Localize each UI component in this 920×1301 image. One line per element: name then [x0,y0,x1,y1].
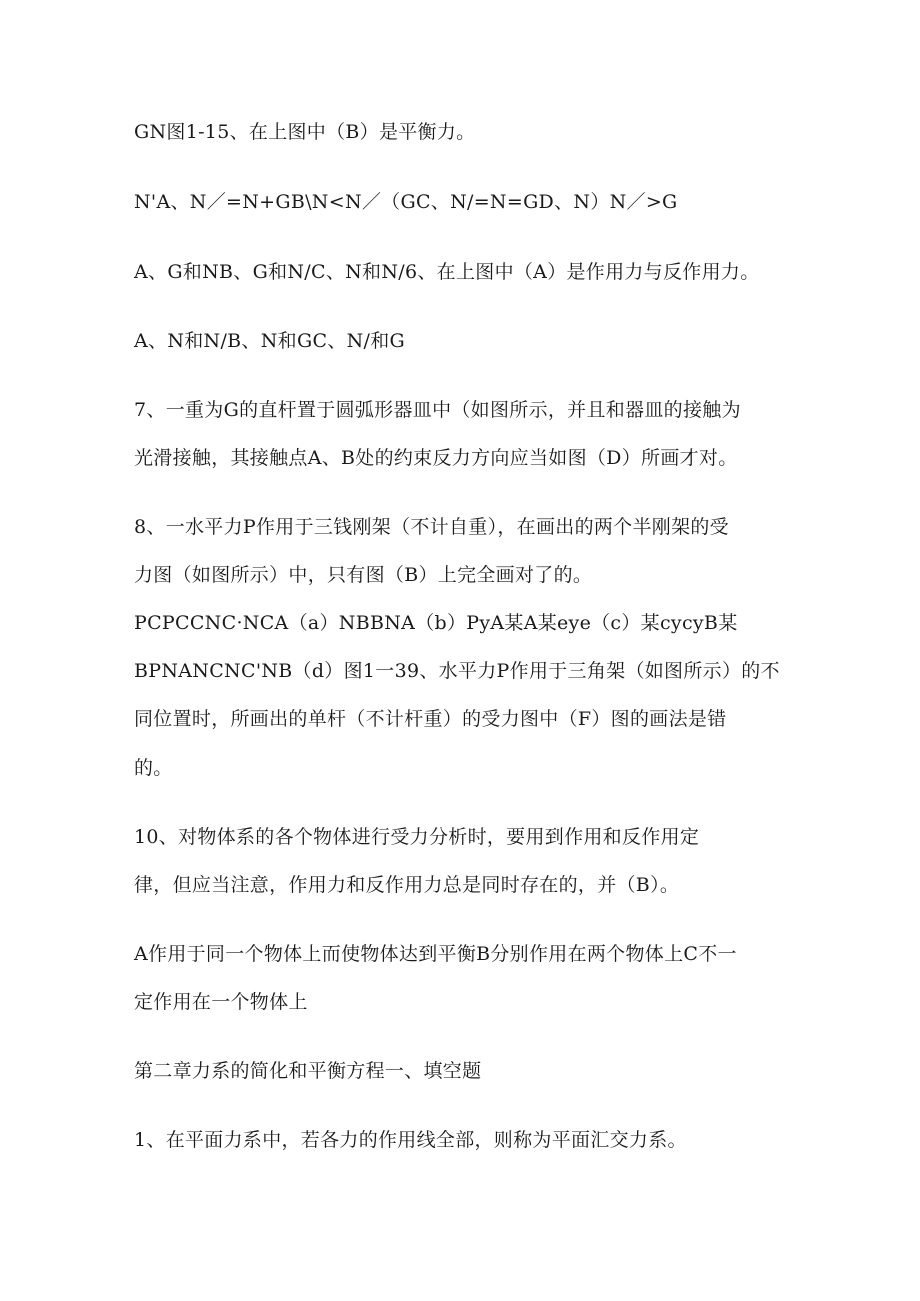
text-line: A作用于同一个物体上而使物体达到平衡B分别作用在两个物体上C不一 [134,943,737,965]
text-line: BPNANCNC'NB（d）图1一39、水平力P作用于三角架（如图所示）的不 [134,660,780,682]
text-line: 光滑接触，其接触点A、B处的约束反力方向应当如图（D）所画才对。 [134,447,738,469]
text-line: N'A、N／=N+GB\N<N／（GC、N/=N=GD、N）N／>G [134,191,678,213]
text-line: 定作用在一个物体上 [134,991,308,1013]
text-line: 第二章力系的简化和平衡方程一、填空题 [134,1060,482,1082]
text-line: GN图1-15、在上图中（B）是平衡力。 [134,121,476,143]
text-line: 同位置时，所画出的单杆（不计杆重）的受力图中（F）图的画法是错 [134,708,727,730]
text-line: 10、对物体系的各个物体进行受力分析时，要用到作用和反作用定 [134,826,700,848]
text-line: A、G和NB、G和N/C、N和N/6、在上图中（A）是作用力与反作用力。 [134,261,760,283]
text-line: 的。 [134,757,173,779]
text-line: A、N和N/B、N和GC、N/和G [134,330,405,352]
text-line: 1、在平面力系中，若各力的作用线全部，则称为平面汇交力系。 [134,1129,687,1151]
text-line: PCPCCNC·NCA（a）NBBNA（b）PyA某A某eye（c）某cycyB某 [134,612,738,634]
text-line: 7、一重为G的直杆置于圆弧形器皿中（如图所示，并且和器皿的接触为 [134,399,741,421]
text-line: 8、一水平力P作用于三钱刚架（不计自重），在画出的两个半刚架的受 [134,516,729,538]
text-line: 律，但应当注意，作用力和反作用力总是同时存在的，并（B）。 [134,874,680,896]
text-line: 力图（如图所示）中，只有图（B）上完全画对了的。 [134,564,593,586]
